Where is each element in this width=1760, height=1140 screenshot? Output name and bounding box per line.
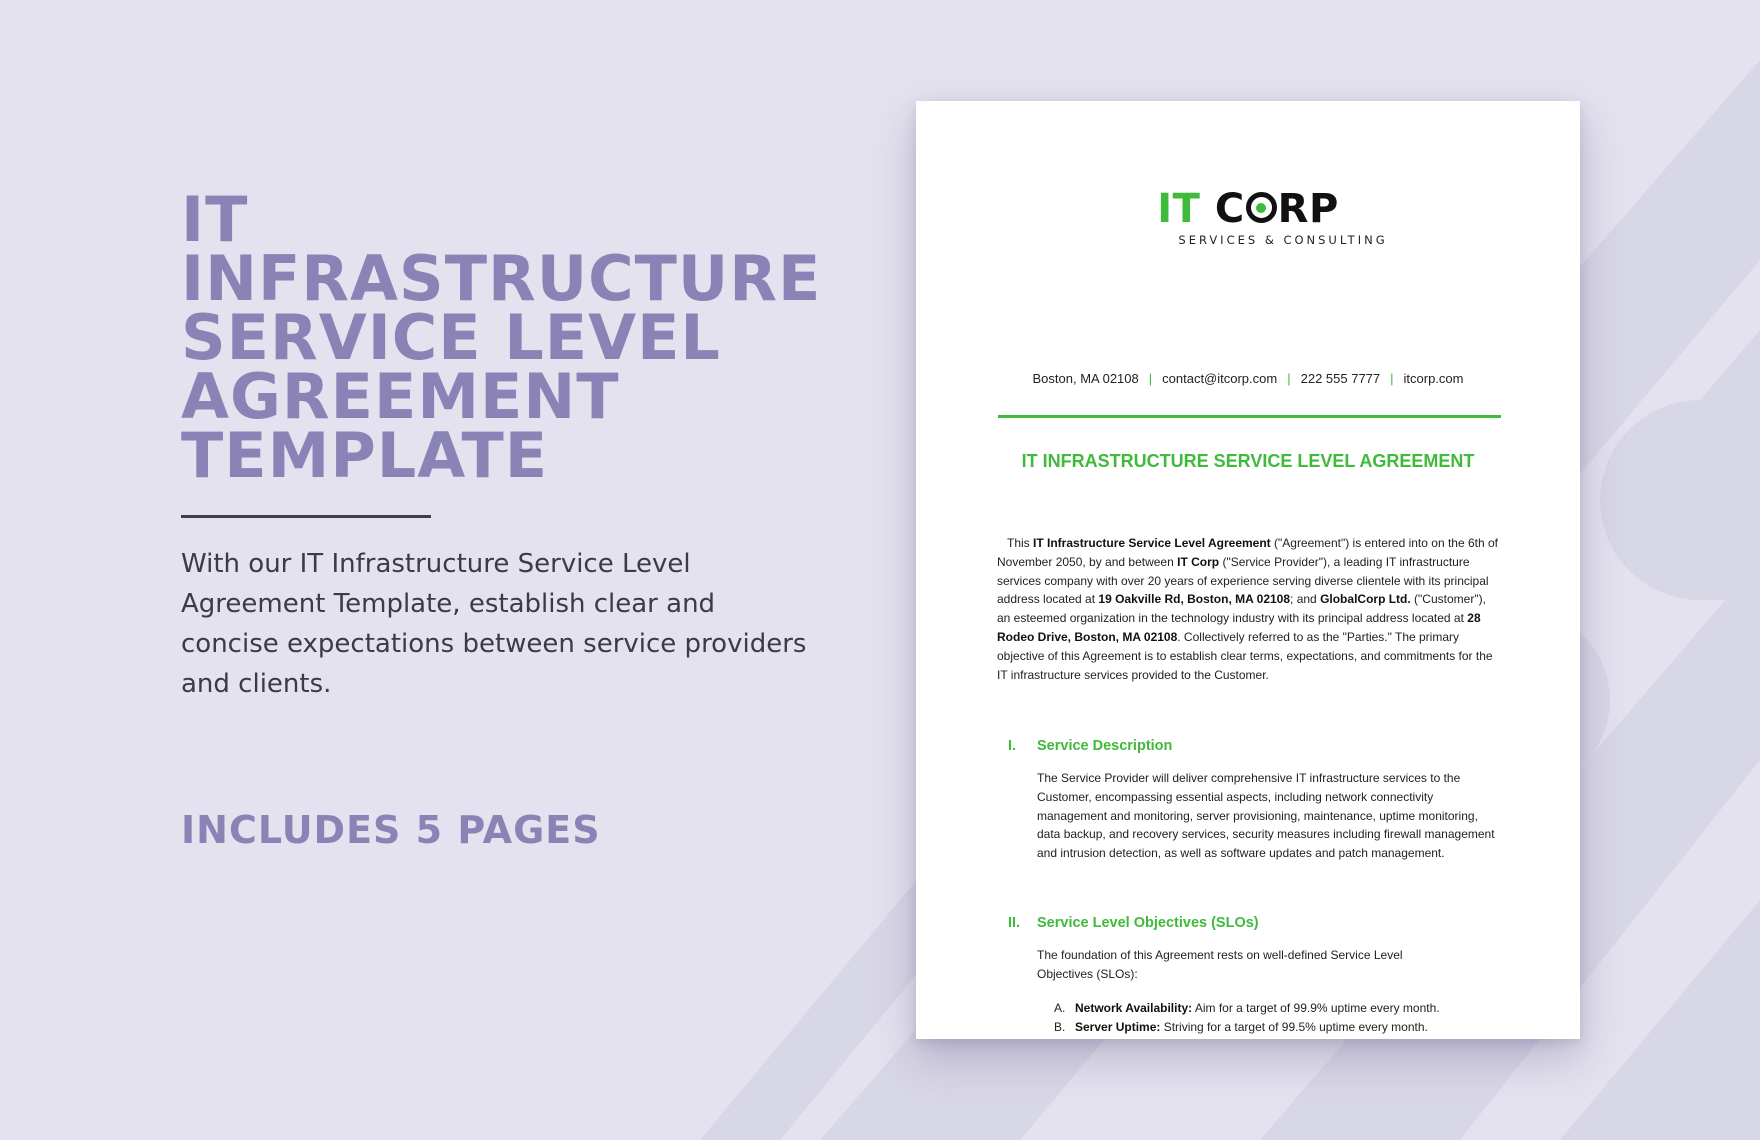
list-item: A. Network Availability: Aim for a target of 99.9% uptime every month. [1054, 1001, 1440, 1015]
contact-separator: | [1390, 371, 1394, 386]
contact-phone: 222 555 7777 [1300, 371, 1381, 386]
logo-target-icon [1246, 192, 1277, 223]
section-body: The Service Provider will deliver comprehensive IT infrastructure services to the Customer, encompassing essential aspects, including network connectivity management and monitoring, server provisioning, maintenance, uptime monitoring, data backup, and recovery services, security measures including firewall management and intrusion detection, as well as software updates and patch management. [1037, 771, 1495, 861]
company-logo [916, 187, 1580, 247]
hero-panel [181, 183, 822, 704]
hero-description: With our IT Infrastructure Service Level Agreement Template, establish clear and concise expectations between service providers and clients. [181, 549, 807, 699]
list-item: B. Server Uptime: Striving for a target of 99.5% uptime every month. [1054, 1020, 1428, 1034]
hero-title-line: IT INFRASTRUCTURE [181, 183, 822, 315]
contact-location: Boston, MA 02108 [1032, 371, 1139, 386]
contact-separator: | [1287, 371, 1291, 386]
hero-title-line: SERVICE LEVEL [181, 301, 721, 374]
contact-separator: | [1148, 371, 1153, 386]
logo-c-text: C [1214, 186, 1245, 232]
title-divider [181, 515, 431, 518]
section-title: Service Description [1037, 738, 1173, 754]
header-divider [998, 415, 1501, 418]
section-body: The foundation of this Agreement rests on well-defined Service Level Objectives (SLOs): [1037, 948, 1403, 981]
contact-email: contact@itcorp.com [1162, 371, 1278, 386]
slo-list [1054, 999, 1504, 1037]
section-title: Service Level Objectives (SLOs) [1037, 915, 1259, 931]
section-number: II. [1008, 915, 1021, 931]
contact-website: itcorp.com [1403, 371, 1464, 386]
intro-paragraph: This IT Infrastructure Service Level Agreement ("Agreement") is entered into on the 6th of November 2050, by and between IT Corp ("Service Provider"), a leading IT infrastructure services company with over 20 years of experience serving diverse clientele with its principal address located at 19 Oakville Rd, Boston, MA 02108; and GlobalCorp Ltd. ("Customer"), an esteemed organization in the technology industry with its principal address located at 28 Rodeo Drive, Boston, MA 02108. Collectively referred to as the "Parties." The primary objective of this Agreement is to establish clear terms, expectations, and commitments for the IT infrastructure services provided to the Customer. [997, 536, 1498, 682]
document-preview [916, 101, 1580, 1039]
contact-bar [916, 371, 1580, 386]
logo-subtitle: SERVICES & CONSULTING [1178, 233, 1388, 247]
hero-title [181, 183, 822, 492]
logo-it-text: IT [1157, 186, 1201, 232]
hero-title-line: TEMPLATE [181, 419, 549, 492]
logo-rest-text: RP [1277, 186, 1339, 232]
section-number: I. [1008, 738, 1017, 754]
hero-title-line: AGREEMENT [181, 360, 620, 433]
document-title: IT INFRASTRUCTURE SERVICE LEVEL AGREEMENT [1021, 451, 1475, 471]
page-count-label: INCLUDES 5 PAGES [181, 808, 601, 852]
